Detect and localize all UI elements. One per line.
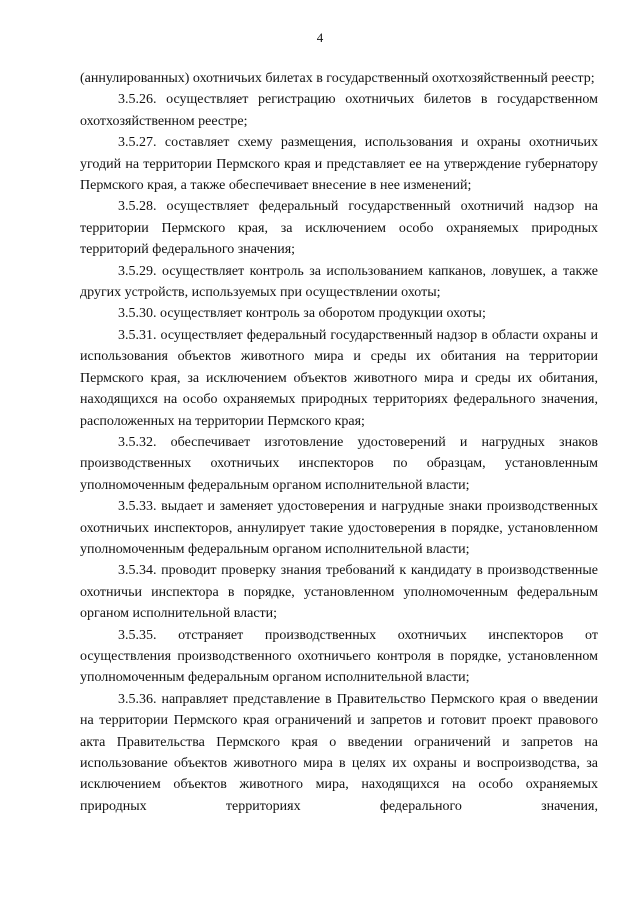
paragraph-3-5-31: 3.5.31. осуществляет федеральный государственный надзор в области охраны и использования объектов животного мира и среды их обитания на территории Пермского края, за исключением объектов животного мира и среды их обитания, находящихся на особо охраняемых природных территориях федерального значения, расположенных на территории Пермского края; [80,327,598,429]
paragraph-3-5-32: 3.5.32. обеспечивает изготовление удостоверений и нагрудных знаков производственных охотничьих инспекторов по образцам, установленным уполномоченным федеральным органом исполнительной власти; [80,434,598,493]
paragraph-3-5-35: 3.5.35. отстраняет производственных охотничьих инспекторов от осуществления производственного охотничьего контроля в порядке, установленном уполномоченным федеральным органом исполнительной власти; [80,627,598,686]
paragraph-3-5-26: 3.5.26. осуществляет регистрацию охотничьих билетов в государственном охотхозяйственном реестре; [80,92,598,129]
paragraph-3-5-28: 3.5.28. осуществляет федеральный государственный охотничий надзор на территории Пермского края, за исключением особо охраняемых природных территорий федерального значения; [80,199,598,258]
paragraph-continuation: (аннулированных) охотничьих билетах в государственный охотхозяйственный реестр; [80,71,595,86]
paragraph-3-5-30: 3.5.30. осуществляет контроль за оборотом продукции охоты; [118,306,486,322]
paragraph-3-5-34: 3.5.34. проводит проверку знания требований к кандидату в производственные охотничьи инспектора в порядке, установленном уполномоченным федеральным органом исполнительной власти; [80,563,598,622]
paragraph-3-5-29: 3.5.29. осуществляет контроль за использованием капканов, ловушек, а также других устройств, используемых при осуществлении охоты; [80,263,598,301]
document-body [80,68,598,817]
paragraph-3-5-33: 3.5.33. выдает и заменяет удостоверения и нагрудные знаки производственных охотничьих инспекторов, аннулирует такие удостоверения в порядке, установленном уполномоченным федеральным органом исполнительной власти; [80,499,598,557]
paragraph-3-5-27: 3.5.27. составляет схему размещения, использования и охраны охотничьих угодий на территории Пермского края и представляет ее на утверждение губернатору Пермского края, а также обеспечивает внесение в нее изменений; [80,135,598,194]
page-number: 4 [316,30,324,45]
paragraph-3-5-36: 3.5.36. направляет представление в Правительство Пермского края о введении на территории Пермского края ограничений и запретов и готовит проект правового акта Правительства Пермского края о введении ограничений и запретов на использование объектов животного мира в целях их охраны и воспроизводства, за исключением объектов животного мира, находящихся на особо охраняемых природных территориях федерального значения, [80,691,598,814]
